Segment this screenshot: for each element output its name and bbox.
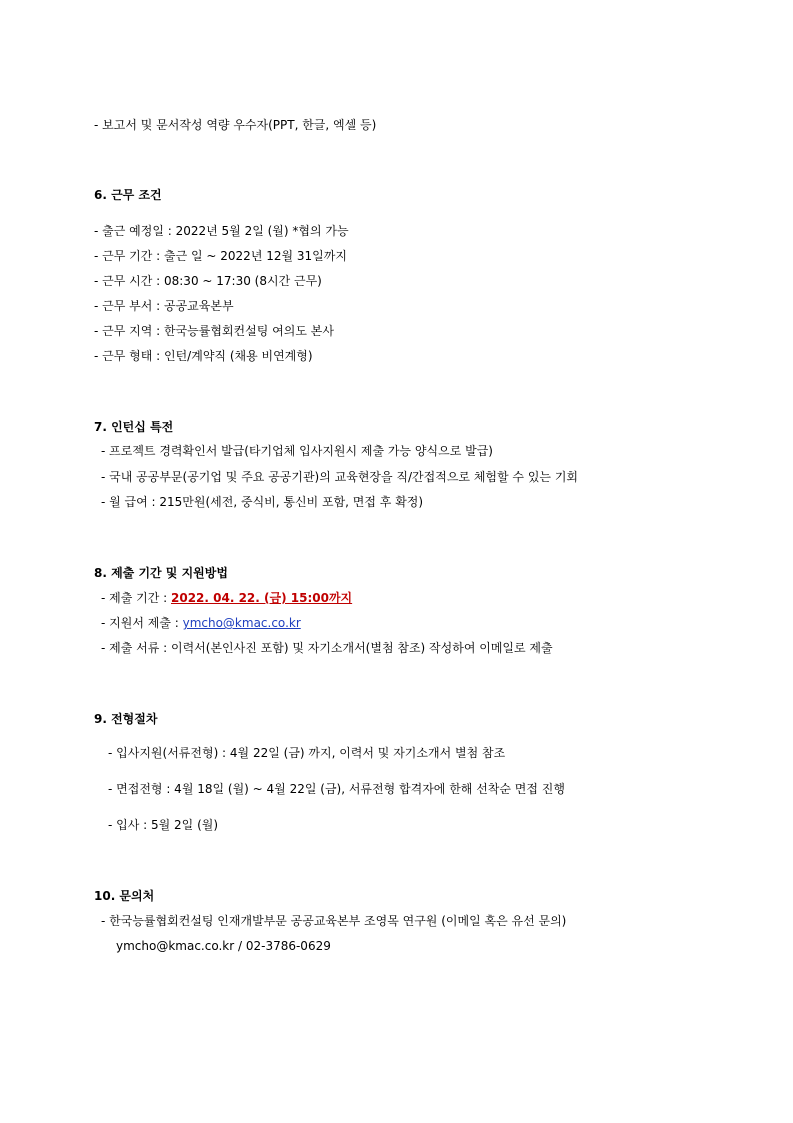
required-documents: - 제출 서류 : 이력서(본인사진 포함) 및 자기소개서(별첨 참조) 작성하여 이메일로 제출 (101, 641, 553, 655)
section-9-heading: 9. 전형절차 (94, 712, 158, 726)
work-start-date: - 출근 예정일 : 2022년 5월 2일 (월) *협의 가능 (94, 224, 349, 238)
application-submission-label: - 지원서 제출 : (101, 616, 183, 630)
contact-detail: ymcho@kmac.co.kr / 02-3786-0629 (116, 939, 331, 953)
work-hours: - 근무 시간 : 08:30 ~ 17:30 (8시간 근무) (94, 274, 322, 288)
submission-deadline: 2022. 04. 22. (금) 15:00까지 (171, 591, 353, 605)
submission-email-link[interactable]: ymcho@kmac.co.kr (182, 616, 301, 630)
work-type: - 근무 형태 : 인턴/계약직 (채용 비연계형) (94, 349, 313, 363)
benefit-item: - 국내 공공부문(공기업 및 주요 공공기관)의 교육현장을 직/간접적으로 체험할 수 있는 기회 (101, 470, 579, 484)
benefit-item: - 월 급여 : 215만원(세전, 중식비, 통신비 포함, 면접 후 확정) (101, 495, 424, 509)
section-6-heading: 6. 근무 조건 (94, 188, 162, 202)
submission-period (101, 590, 352, 606)
section-8-heading: 8. 제출 기간 및 지원방법 (94, 566, 228, 580)
section-7-heading: 7. 인턴십 특전 (94, 420, 174, 434)
application-submission (101, 615, 301, 631)
qualification-item: - 보고서 및 문서작성 역량 우수자(PPT, 한글, 엑셀 등) (94, 118, 377, 132)
process-step: - 입사 : 5월 2일 (월) (108, 818, 219, 832)
contact-info: - 한국능률협회컨설팅 인재개발부문 공공교육본부 조영목 연구원 (이메일 혹은 유선 문의) (101, 914, 567, 928)
work-department: - 근무 부서 : 공공교육본부 (94, 299, 234, 313)
section-10-heading: 10. 문의처 (94, 889, 155, 903)
process-step: - 입사지원(서류전형) : 4월 22일 (금) 까지, 이력서 및 자기소개서 별첨 참조 (108, 746, 506, 760)
work-period: - 근무 기간 : 출근 일 ~ 2022년 12월 31일까지 (94, 249, 347, 263)
benefit-item: - 프로젝트 경력확인서 발급(타기업체 입사지원시 제출 가능 양식으로 발급) (101, 444, 493, 458)
submission-period-label: - 제출 기간 : (101, 591, 171, 605)
process-step: - 면접전형 : 4월 18일 (월) ~ 4월 22일 (금), 서류전형 합격자에 한해 선착순 면접 진행 (108, 782, 565, 796)
work-location: - 근무 지역 : 한국능률협회컨설팅 여의도 본사 (94, 324, 334, 338)
